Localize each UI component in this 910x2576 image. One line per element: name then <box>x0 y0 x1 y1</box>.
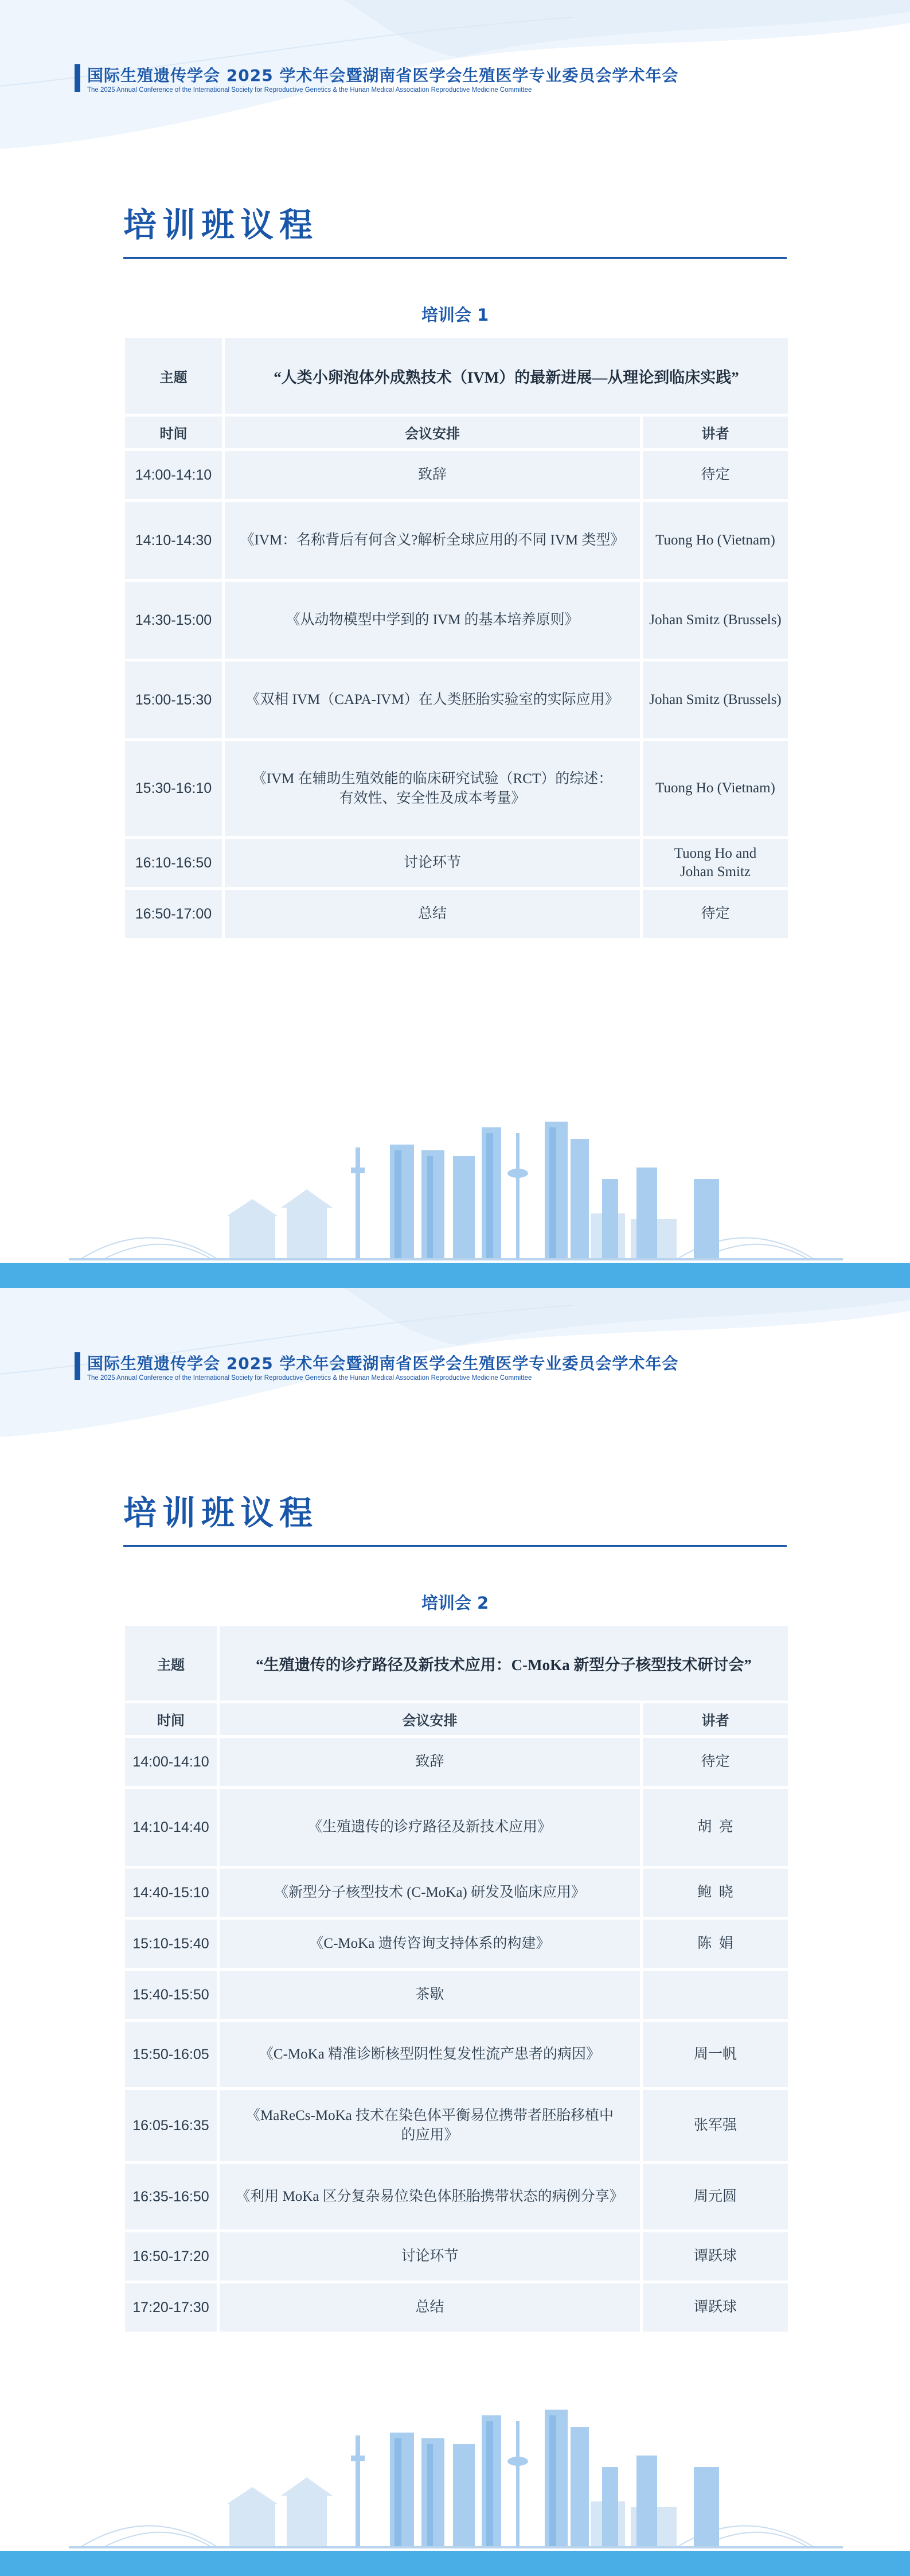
content-cell: 致辞 <box>225 451 640 499</box>
time-cell: 14:30-15:00 <box>125 582 222 659</box>
speaker-cell: 陈 娟 <box>643 1920 788 1968</box>
speaker-cell: Johan Smitz (Brussels) <box>643 661 788 738</box>
content-cell: 《利用 MoKa 区分复杂易位染色体胚胎携带状态的病例分享》 <box>220 2164 640 2229</box>
table-row <box>125 2090 788 2161</box>
speaker-cell: Tuong Ho (Vietnam) <box>643 741 788 836</box>
agenda-table <box>122 1623 791 2334</box>
speaker-cell: 待定 <box>643 1738 788 1786</box>
content-cell: 《新型分子核型技术 (C-MoKa) 研发及临床应用》 <box>220 1869 640 1917</box>
content-cell: 《双相 IVM（CAPA-IVM）在人类胚胎实验室的实际应用》 <box>225 661 640 738</box>
conference-subtitle: The 2025 Annual Conference of the International Society for Reproductive Genetics & the Hunan Medical Association Reproductive Medicine Committee <box>87 1375 532 1382</box>
table-row <box>125 661 788 738</box>
speaker-cell: 张军强 <box>643 2090 788 2161</box>
section-title: 培训班议程 <box>123 1493 319 1532</box>
topic-row <box>125 1626 788 1701</box>
table-row <box>125 451 788 499</box>
column-header-agenda: 会议安排 <box>220 1703 640 1735</box>
time-cell: 15:10-15:40 <box>125 1920 217 1968</box>
topic-text: “人类小卵泡体外成熟技术（IVM）的最新进展—从理论到临床实践” <box>225 338 788 414</box>
content-cell: 《从动物模型中学到的 IVM 的基本培养原则》 <box>225 582 640 659</box>
time-cell: 15:30-16:10 <box>125 741 222 836</box>
bottom-color-band <box>0 1263 910 1288</box>
content-cell: 《C-MoKa 遗传咨询支持体系的构建》 <box>220 1920 640 1968</box>
speaker-cell: 谭跃球 <box>643 2232 788 2281</box>
time-cell: 15:40-15:50 <box>125 1971 217 2019</box>
header-accent-bar <box>75 1352 80 1380</box>
table-row <box>125 2164 788 2229</box>
time-cell: 14:00-14:10 <box>125 1738 217 1786</box>
speaker-cell: 周元圆 <box>643 2164 788 2229</box>
topic-text: “生殖遗传的诊疗路径及新技术应用：C-MoKa 新型分子核型技术研讨会” <box>220 1626 788 1701</box>
content-cell: 《IVM：名称背后有何含义?解析全球应用的不同 IVM 类型》 <box>225 502 640 579</box>
table-row <box>125 2022 788 2087</box>
column-header-time: 时间 <box>125 1703 217 1735</box>
table-row <box>125 890 788 938</box>
content-cell: 茶歇 <box>220 1971 640 2019</box>
time-cell: 16:50-17:00 <box>125 890 222 938</box>
time-cell: 16:50-17:20 <box>125 2232 217 2281</box>
table-row <box>125 741 788 836</box>
time-cell: 16:05-16:35 <box>125 2090 217 2161</box>
speaker-cell: Tuong Ho (Vietnam) <box>643 502 788 579</box>
speaker-cell: 鲍 晓 <box>643 1869 788 1917</box>
time-cell: 14:00-14:10 <box>125 451 222 499</box>
content-cell: 讨论环节 <box>225 839 640 887</box>
agenda-page-2 <box>0 1288 910 2576</box>
content-cell: 总结 <box>225 890 640 938</box>
agenda-table <box>122 335 791 941</box>
content-cell: 《IVM 在辅助生殖效能的临床研究试验（RCT）的综述： 有效性、安全性及成本考量》 <box>225 741 640 836</box>
content-cell: 《C-MoKa 精准诊断核型阴性复发性流产患者的病因》 <box>220 2022 640 2087</box>
session-title: 培训会 1 <box>421 305 489 325</box>
conference-title: 国际生殖遗传学会 2025 学术年会暨湖南省医学会生殖医学专业委员会学术年会 <box>87 1354 679 1373</box>
speaker-cell: 谭跃球 <box>643 2283 788 2332</box>
time-cell: 14:10-14:40 <box>125 1789 217 1866</box>
session-title: 培训会 2 <box>421 1593 489 1613</box>
table-header-row <box>125 1703 788 1735</box>
section-divider <box>123 257 787 259</box>
table-row <box>125 1971 788 2019</box>
speaker-cell <box>643 1971 788 2019</box>
topic-label: 主题 <box>125 1626 217 1701</box>
content-cell: 讨论环节 <box>220 2232 640 2281</box>
table-row <box>125 2283 788 2332</box>
speaker-cell: 待定 <box>643 890 788 938</box>
time-cell: 16:35-16:50 <box>125 2164 217 2229</box>
column-header-speaker: 讲者 <box>643 417 788 448</box>
topic-label: 主题 <box>125 338 222 414</box>
speaker-cell: 胡 亮 <box>643 1789 788 1866</box>
speaker-cell: 周一帆 <box>643 2022 788 2087</box>
bottom-color-band <box>0 2551 910 2576</box>
content-cell: 《生殖遗传的诊疗路径及新技术应用》 <box>220 1789 640 1866</box>
content-cell: 《MaReCs-MoKa 技术在染色体平衡易位携带者胚胎移植中 的应用》 <box>220 2090 640 2161</box>
table-row <box>125 1869 788 1917</box>
table-row <box>125 2232 788 2281</box>
table-header-row <box>125 417 788 448</box>
table-row <box>125 839 788 887</box>
time-cell: 14:40-15:10 <box>125 1869 217 1917</box>
speaker-cell: Tuong Ho and Johan Smitz <box>643 839 788 887</box>
time-cell: 17:20-17:30 <box>125 2283 217 2332</box>
section-title: 培训班议程 <box>123 205 319 244</box>
table-row <box>125 1920 788 1968</box>
table-row <box>125 1789 788 1866</box>
conference-subtitle: The 2025 Annual Conference of the International Society for Reproductive Genetics & the Hunan Medical Association Reproductive Medicine Committee <box>87 87 532 94</box>
time-cell: 15:50-16:05 <box>125 2022 217 2087</box>
table-row <box>125 1738 788 1786</box>
content-cell: 致辞 <box>220 1738 640 1786</box>
time-cell: 14:10-14:30 <box>125 502 222 579</box>
section-divider <box>123 1545 787 1547</box>
content-cell: 总结 <box>220 2283 640 2332</box>
city-skyline-illustration <box>0 1093 910 1265</box>
column-header-speaker: 讲者 <box>643 1703 788 1735</box>
conference-title: 国际生殖遗传学会 2025 学术年会暨湖南省医学会生殖医学专业委员会学术年会 <box>87 66 679 85</box>
speaker-cell: Johan Smitz (Brussels) <box>643 582 788 659</box>
topic-row <box>125 338 788 414</box>
column-header-agenda: 会议安排 <box>225 417 640 448</box>
table-row <box>125 582 788 659</box>
time-cell: 16:10-16:50 <box>125 839 222 887</box>
city-skyline-illustration <box>0 2381 910 2553</box>
speaker-cell: 待定 <box>643 451 788 499</box>
time-cell: 15:00-15:30 <box>125 661 222 738</box>
header-accent-bar <box>75 64 80 92</box>
column-header-time: 时间 <box>125 417 222 448</box>
table-row <box>125 502 788 579</box>
